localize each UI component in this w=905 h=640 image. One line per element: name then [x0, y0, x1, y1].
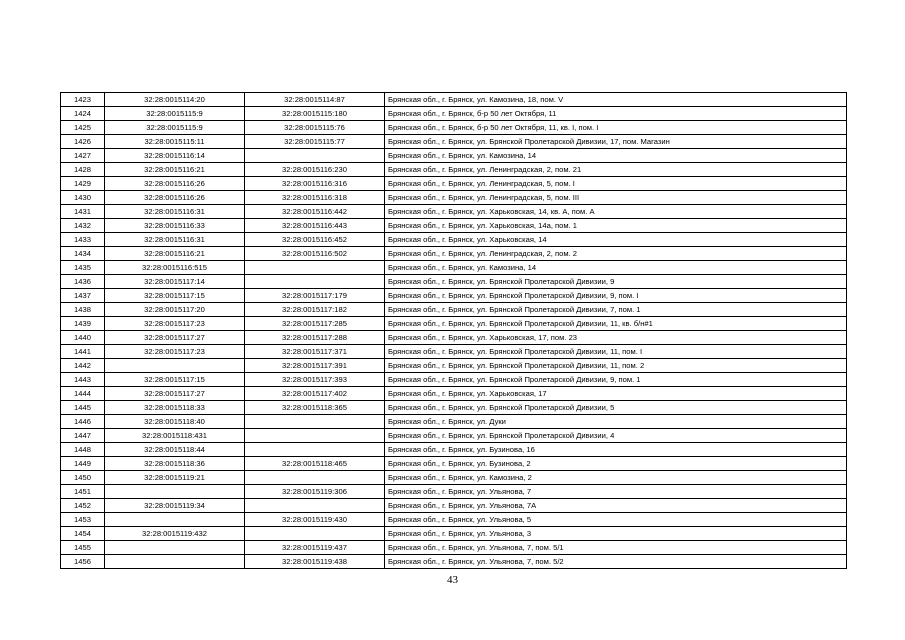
address-cell: Брянская обл., г. Брянск, ул. Ульянова, 7, пом. 5/2: [385, 555, 847, 569]
address-cell: Брянская обл., г. Брянск, ул. Бузинова, 16: [385, 443, 847, 457]
address-cell: Брянская обл., г. Брянск, ул. Ульянова, 7: [385, 485, 847, 499]
table-row: [61, 443, 847, 457]
row-number-cell: 1441: [61, 345, 105, 359]
row-number-cell: 1453: [61, 513, 105, 527]
row-number-cell: 1427: [61, 149, 105, 163]
table-row: [61, 331, 847, 345]
row-number-cell: 1450: [61, 471, 105, 485]
address-cell: Брянская обл., г. Брянск, ул. Ульянова, 3: [385, 527, 847, 541]
row-number-cell: 1437: [61, 289, 105, 303]
row-number-cell: 1456: [61, 555, 105, 569]
land-cadastral-number-cell: 32:28:0015115:9: [105, 121, 245, 135]
row-number-cell: 1429: [61, 177, 105, 191]
object-cadastral-number-cell: 32:28:0015117:179: [245, 289, 385, 303]
land-cadastral-number-cell: 32:28:0015116:515: [105, 261, 245, 275]
table-row: [61, 219, 847, 233]
table-row: [61, 485, 847, 499]
row-number-cell: 1439: [61, 317, 105, 331]
table-row: [61, 373, 847, 387]
address-cell: Брянская обл., г. Брянск, ул. Брянской Пролетарской Дивизии, 11, кв. б/н#1: [385, 317, 847, 331]
table-row: [61, 457, 847, 471]
table-row: [61, 541, 847, 555]
row-number-cell: 1444: [61, 387, 105, 401]
table-row: [61, 191, 847, 205]
address-cell: Брянская обл., г. Брянск, ул. Ульянова, 5: [385, 513, 847, 527]
object-cadastral-number-cell: 32:28:0015117:391: [245, 359, 385, 373]
row-number-cell: 1435: [61, 261, 105, 275]
address-cell: Брянская обл., г. Брянск, ул. Камозина, 14: [385, 261, 847, 275]
object-cadastral-number-cell: [245, 499, 385, 513]
land-cadastral-number-cell: 32:28:0015116:21: [105, 247, 245, 261]
row-number-cell: 1449: [61, 457, 105, 471]
land-cadastral-number-cell: 32:28:0015118:33: [105, 401, 245, 415]
table-row: [61, 345, 847, 359]
address-cell: Брянская обл., г. Брянск, ул. Брянской Пролетарской Дивизии, 11, пом. I: [385, 345, 847, 359]
cadastral-registry-table: [60, 92, 847, 569]
address-cell: Брянская обл., г. Брянск, ул. Брянской Пролетарской Дивизии, 11, пом. 2: [385, 359, 847, 373]
row-number-cell: 1436: [61, 275, 105, 289]
row-number-cell: 1448: [61, 443, 105, 457]
object-cadastral-number-cell: [245, 527, 385, 541]
object-cadastral-number-cell: 32:28:0015114:87: [245, 93, 385, 107]
object-cadastral-number-cell: 32:28:0015116:502: [245, 247, 385, 261]
object-cadastral-number-cell: 32:28:0015118:465: [245, 457, 385, 471]
row-number-cell: 1428: [61, 163, 105, 177]
table-row: [61, 387, 847, 401]
registry-table-body: [61, 93, 847, 569]
land-cadastral-number-cell: 32:28:0015117:27: [105, 331, 245, 345]
table-row: [61, 555, 847, 569]
address-cell: Брянская обл., г. Брянск, ул. Ленинградская, 5, пом. I: [385, 177, 847, 191]
table-row: [61, 429, 847, 443]
address-cell: Брянская обл., г. Брянск, ул. Харьковская, 17, пом. 23: [385, 331, 847, 345]
land-cadastral-number-cell: [105, 513, 245, 527]
object-cadastral-number-cell: 32:28:0015117:371: [245, 345, 385, 359]
table-row: [61, 527, 847, 541]
table-row: [61, 247, 847, 261]
object-cadastral-number-cell: 32:28:0015117:393: [245, 373, 385, 387]
object-cadastral-number-cell: 32:28:0015116:442: [245, 205, 385, 219]
object-cadastral-number-cell: [245, 471, 385, 485]
object-cadastral-number-cell: 32:28:0015119:438: [245, 555, 385, 569]
land-cadastral-number-cell: 32:28:0015119:34: [105, 499, 245, 513]
address-cell: Брянская обл., г. Брянск, ул. Харьковская, 17: [385, 387, 847, 401]
address-cell: Брянская обл., г. Брянск, ул. Брянской Пролетарской Дивизии, 9, пом. I: [385, 289, 847, 303]
row-number-cell: 1426: [61, 135, 105, 149]
row-number-cell: 1430: [61, 191, 105, 205]
land-cadastral-number-cell: 32:28:0015117:14: [105, 275, 245, 289]
object-cadastral-number-cell: 32:28:0015116:443: [245, 219, 385, 233]
object-cadastral-number-cell: 32:28:0015117:285: [245, 317, 385, 331]
object-cadastral-number-cell: [245, 415, 385, 429]
land-cadastral-number-cell: 32:28:0015119:21: [105, 471, 245, 485]
object-cadastral-number-cell: 32:28:0015115:180: [245, 107, 385, 121]
land-cadastral-number-cell: [105, 555, 245, 569]
row-number-cell: 1438: [61, 303, 105, 317]
land-cadastral-number-cell: 32:28:0015116:31: [105, 233, 245, 247]
row-number-cell: 1442: [61, 359, 105, 373]
land-cadastral-number-cell: [105, 485, 245, 499]
object-cadastral-number-cell: 32:28:0015119:437: [245, 541, 385, 555]
address-cell: Брянская обл., г. Брянск, ул. Ленинградская, 2, пом. 2: [385, 247, 847, 261]
table-row: [61, 401, 847, 415]
object-cadastral-number-cell: [245, 261, 385, 275]
object-cadastral-number-cell: 32:28:0015116:230: [245, 163, 385, 177]
row-number-cell: 1434: [61, 247, 105, 261]
row-number-cell: 1455: [61, 541, 105, 555]
object-cadastral-number-cell: 32:28:0015117:182: [245, 303, 385, 317]
land-cadastral-number-cell: 32:28:0015116:26: [105, 191, 245, 205]
address-cell: Брянская обл., г. Брянск, ул. Бузинова, 2: [385, 457, 847, 471]
row-number-cell: 1431: [61, 205, 105, 219]
table-row: [61, 275, 847, 289]
object-cadastral-number-cell: 32:28:0015118:365: [245, 401, 385, 415]
object-cadastral-number-cell: 32:28:0015116:318: [245, 191, 385, 205]
land-cadastral-number-cell: 32:28:0015116:31: [105, 205, 245, 219]
table-row: [61, 205, 847, 219]
table-row: [61, 415, 847, 429]
address-cell: Брянская обл., г. Брянск, ул. Харьковская, 14, кв. А, пом. А: [385, 205, 847, 219]
address-cell: Брянская обл., г. Брянск, ул. Камозина, 18, пом. V: [385, 93, 847, 107]
object-cadastral-number-cell: 32:28:0015117:402: [245, 387, 385, 401]
land-cadastral-number-cell: 32:28:0015118:40: [105, 415, 245, 429]
table-row: [61, 317, 847, 331]
land-cadastral-number-cell: 32:28:0015117:23: [105, 317, 245, 331]
table-row: [61, 149, 847, 163]
object-cadastral-number-cell: [245, 275, 385, 289]
address-cell: Брянская обл., г. Брянск, б-р 50 лет Октября, 11: [385, 107, 847, 121]
object-cadastral-number-cell: 32:28:0015119:306: [245, 485, 385, 499]
land-cadastral-number-cell: 32:28:0015115:9: [105, 107, 245, 121]
table-row: [61, 107, 847, 121]
table-row: [61, 233, 847, 247]
row-number-cell: 1445: [61, 401, 105, 415]
land-cadastral-number-cell: [105, 541, 245, 555]
land-cadastral-number-cell: [105, 359, 245, 373]
address-cell: Брянская обл., г. Брянск, ул. Ульянова, 7А: [385, 499, 847, 513]
table-row: [61, 261, 847, 275]
row-number-cell: 1454: [61, 527, 105, 541]
table-row: [61, 177, 847, 191]
land-cadastral-number-cell: 32:28:0015118:36: [105, 457, 245, 471]
object-cadastral-number-cell: 32:28:0015116:316: [245, 177, 385, 191]
address-cell: Брянская обл., г. Брянск, ул. Брянской Пролетарской Дивизии, 5: [385, 401, 847, 415]
row-number-cell: 1443: [61, 373, 105, 387]
object-cadastral-number-cell: 32:28:0015117:288: [245, 331, 385, 345]
object-cadastral-number-cell: 32:28:0015119:430: [245, 513, 385, 527]
row-number-cell: 1432: [61, 219, 105, 233]
row-number-cell: 1424: [61, 107, 105, 121]
address-cell: Брянская обл., г. Брянск, ул. Брянской Пролетарской Дивизии, 9, пом. 1: [385, 373, 847, 387]
table-row: [61, 499, 847, 513]
table-row: [61, 303, 847, 317]
table-row: [61, 135, 847, 149]
object-cadastral-number-cell: [245, 429, 385, 443]
address-cell: Брянская обл., г. Брянск, ул. Дуки: [385, 415, 847, 429]
land-cadastral-number-cell: 32:28:0015119:432: [105, 527, 245, 541]
land-cadastral-number-cell: 32:28:0015116:26: [105, 177, 245, 191]
land-cadastral-number-cell: 32:28:0015118:44: [105, 443, 245, 457]
address-cell: Брянская обл., г. Брянск, ул. Брянской Пролетарской Дивизии, 9: [385, 275, 847, 289]
row-number-cell: 1425: [61, 121, 105, 135]
row-number-cell: 1423: [61, 93, 105, 107]
land-cadastral-number-cell: 32:28:0015117:15: [105, 289, 245, 303]
land-cadastral-number-cell: 32:28:0015117:20: [105, 303, 245, 317]
land-cadastral-number-cell: 32:28:0015115:11: [105, 135, 245, 149]
object-cadastral-number-cell: 32:28:0015115:77: [245, 135, 385, 149]
address-cell: Брянская обл., г. Брянск, ул. Брянской Пролетарской Дивизии, 7, пом. 1: [385, 303, 847, 317]
land-cadastral-number-cell: 32:28:0015116:33: [105, 219, 245, 233]
address-cell: Брянская обл., г. Брянск, ул. Камозина, 2: [385, 471, 847, 485]
address-cell: Брянская обл., г. Брянск, ул. Ленинградская, 2, пом. 21: [385, 163, 847, 177]
object-cadastral-number-cell: 32:28:0015116:452: [245, 233, 385, 247]
land-cadastral-number-cell: 32:28:0015118:431: [105, 429, 245, 443]
table-row: [61, 163, 847, 177]
table-row: [61, 471, 847, 485]
object-cadastral-number-cell: [245, 149, 385, 163]
row-number-cell: 1447: [61, 429, 105, 443]
object-cadastral-number-cell: 32:28:0015115:76: [245, 121, 385, 135]
address-cell: Брянская обл., г. Брянск, ул. Брянской Пролетарской Дивизии, 17, пом. Магазин: [385, 135, 847, 149]
row-number-cell: 1446: [61, 415, 105, 429]
address-cell: Брянская обл., г. Брянск, ул. Ульянова, 7, пом. 5/1: [385, 541, 847, 555]
address-cell: Брянская обл., г. Брянск, ул. Харьковская, 14: [385, 233, 847, 247]
address-cell: Брянская обл., г. Брянск, ул. Харьковская, 14а, пом. 1: [385, 219, 847, 233]
address-cell: Брянская обл., г. Брянск, ул. Брянской Пролетарской Дивизии, 4: [385, 429, 847, 443]
land-cadastral-number-cell: 32:28:0015117:15: [105, 373, 245, 387]
row-number-cell: 1440: [61, 331, 105, 345]
page-number: 43: [447, 574, 458, 586]
address-cell: Брянская обл., г. Брянск, б-р 50 лет Октября, 11, кв. I, пом. I: [385, 121, 847, 135]
land-cadastral-number-cell: 32:28:0015116:21: [105, 163, 245, 177]
land-cadastral-number-cell: 32:28:0015117:27: [105, 387, 245, 401]
row-number-cell: 1433: [61, 233, 105, 247]
table-row: [61, 121, 847, 135]
object-cadastral-number-cell: [245, 443, 385, 457]
row-number-cell: 1452: [61, 499, 105, 513]
table-row: [61, 513, 847, 527]
address-cell: Брянская обл., г. Брянск, ул. Камозина, 14: [385, 149, 847, 163]
table-row: [61, 359, 847, 373]
land-cadastral-number-cell: 32:28:0015116:14: [105, 149, 245, 163]
row-number-cell: 1451: [61, 485, 105, 499]
land-cadastral-number-cell: 32:28:0015117:23: [105, 345, 245, 359]
address-cell: Брянская обл., г. Брянск, ул. Ленинградская, 5, пом. III: [385, 191, 847, 205]
table-row: [61, 289, 847, 303]
table-row: [61, 93, 847, 107]
land-cadastral-number-cell: 32:28:0015114:20: [105, 93, 245, 107]
